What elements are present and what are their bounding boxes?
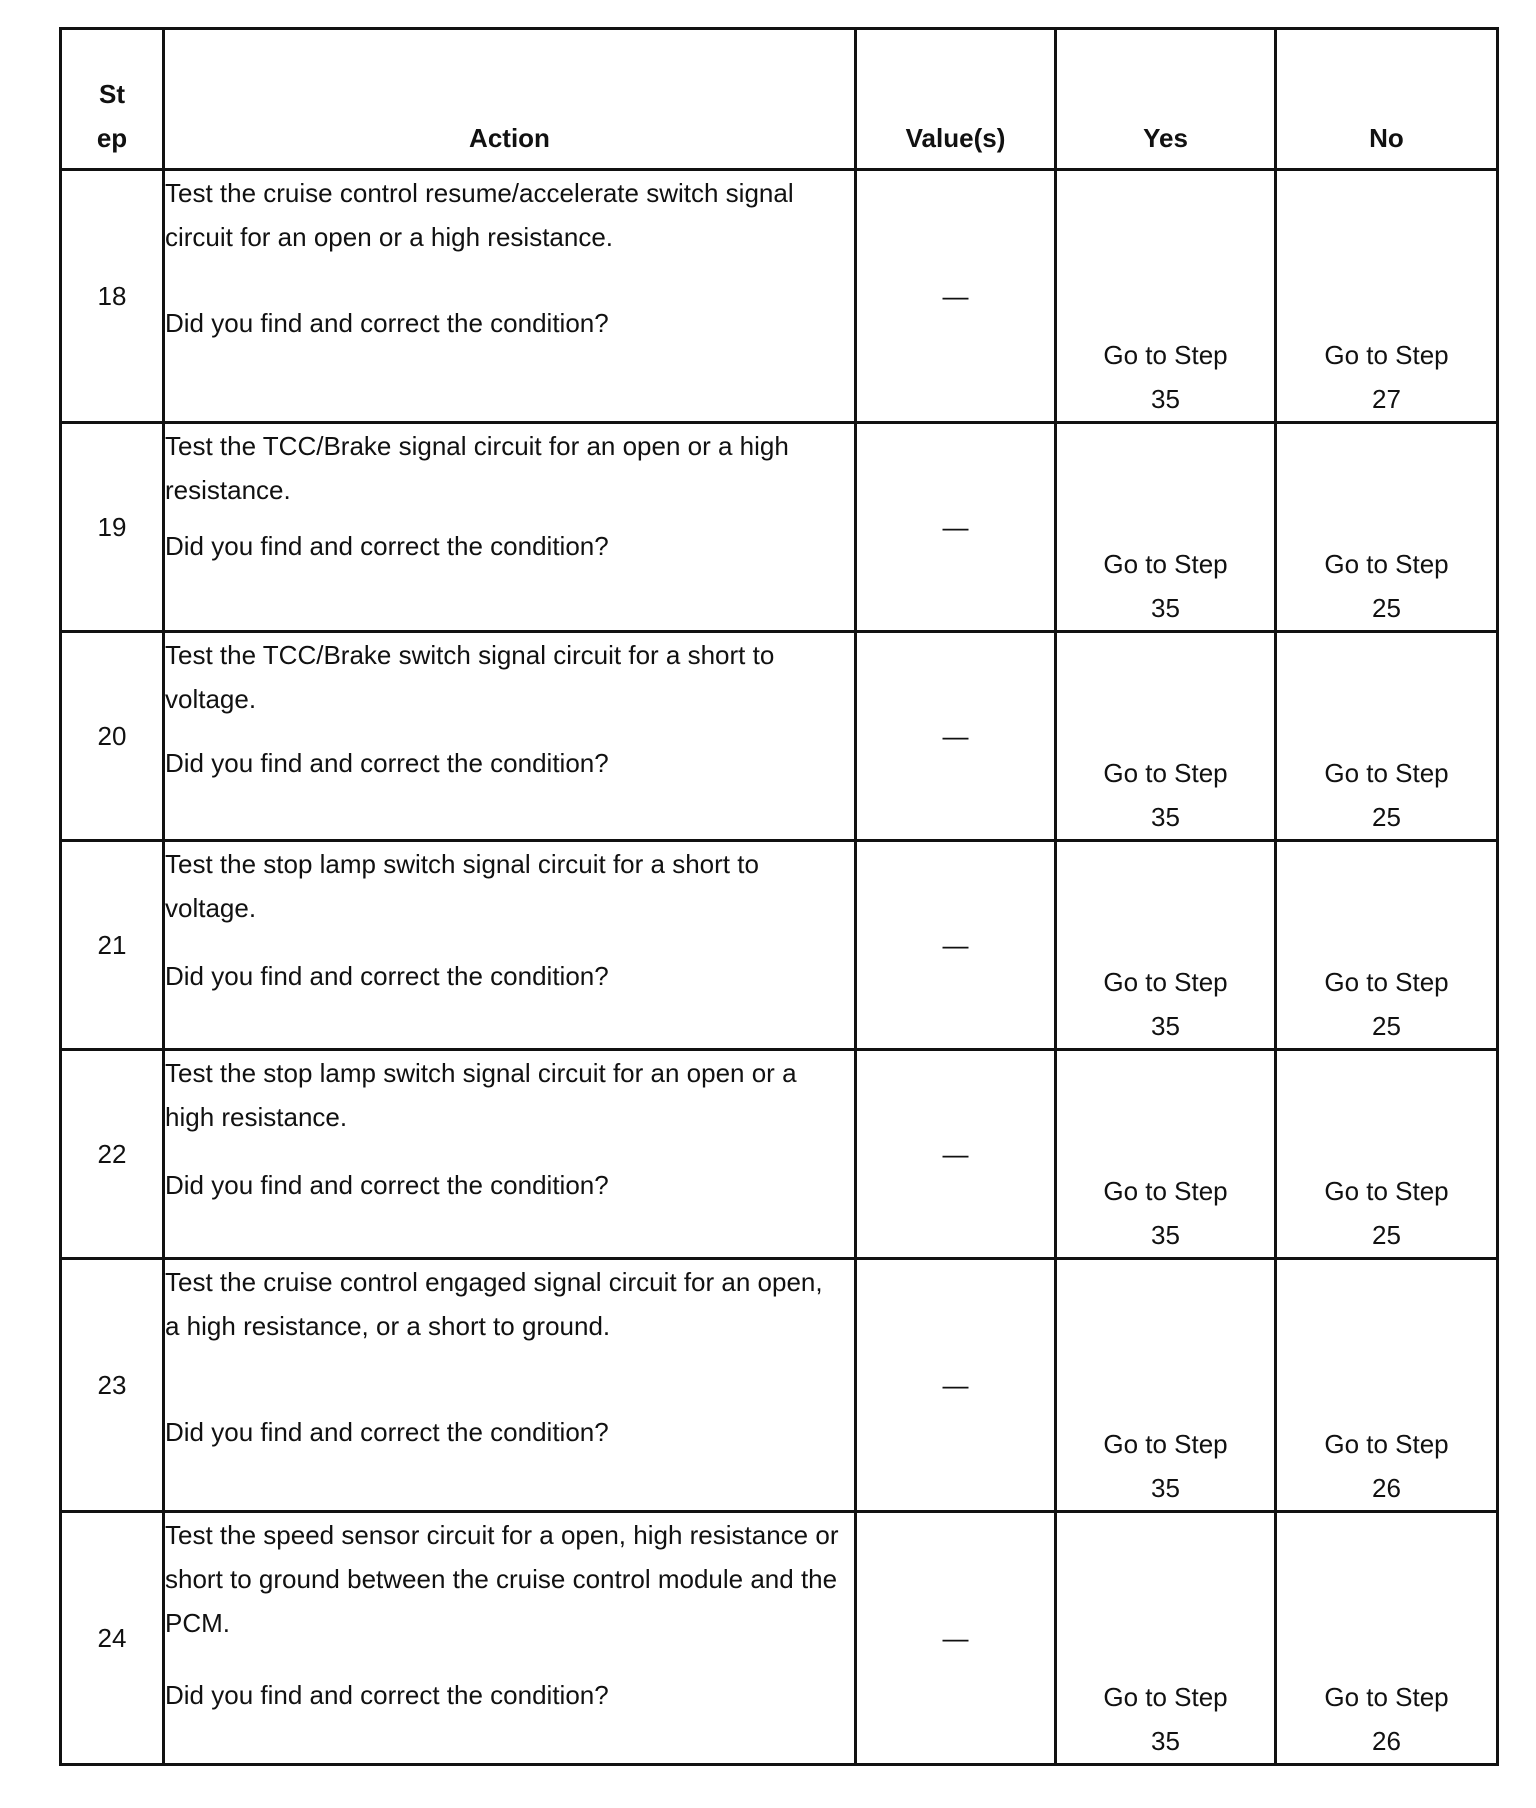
no-step-target: 25 [1372, 1220, 1401, 1250]
no-cell [1276, 170, 1498, 423]
step-number: 21 [61, 841, 164, 1050]
yes-goto-label: Go to Step [1103, 758, 1228, 788]
no-goto-label: Go to Step [1324, 1176, 1449, 1206]
yes-step-target: 35 [1151, 1220, 1180, 1250]
no-step-target: 25 [1372, 1011, 1401, 1041]
values-header: Value(s) [856, 29, 1056, 170]
yes-cell [1056, 1259, 1276, 1512]
step-number: 22 [61, 1050, 164, 1259]
no-cell [1276, 632, 1498, 841]
yes-goto-label: Go to Step [1103, 1429, 1228, 1459]
no-cell [1276, 1050, 1498, 1259]
action-cell [164, 1050, 856, 1259]
yes-cell [1056, 632, 1276, 841]
yes-cell [1056, 841, 1276, 1050]
no-step-target: 26 [1372, 1726, 1401, 1756]
value-cell: — [856, 423, 1056, 632]
yes-cell [1056, 1512, 1276, 1765]
step-number: 24 [61, 1512, 164, 1765]
yes-goto-label: Go to Step [1103, 549, 1228, 579]
table-row [61, 423, 1498, 632]
action-text: Test the stop lamp switch signal circuit for a short to voltage. [165, 849, 759, 923]
action-question: Did you find and correct the condition? [165, 961, 609, 991]
action-question: Did you find and correct the condition? [165, 1170, 609, 1200]
value-cell: — [856, 632, 1056, 841]
diagnostic-table [59, 27, 1499, 1766]
no-step-target: 25 [1372, 593, 1401, 623]
table-row [61, 1050, 1498, 1259]
no-cell [1276, 1512, 1498, 1765]
action-question: Did you find and correct the condition? [165, 1417, 609, 1447]
no-cell [1276, 841, 1498, 1050]
step-number: 18 [61, 170, 164, 423]
value-cell: — [856, 1259, 1056, 1512]
action-cell [164, 1259, 856, 1512]
action-cell [164, 632, 856, 841]
value-cell: — [856, 1050, 1056, 1259]
yes-cell [1056, 1050, 1276, 1259]
yes-step-target: 35 [1151, 802, 1180, 832]
yes-goto-label: Go to Step [1103, 340, 1228, 370]
action-cell [164, 170, 856, 423]
yes-step-target: 35 [1151, 1726, 1180, 1756]
no-goto-label: Go to Step [1324, 758, 1449, 788]
no-goto-label: Go to Step [1324, 549, 1449, 579]
no-cell [1276, 423, 1498, 632]
no-goto-label: Go to Step [1324, 1429, 1449, 1459]
value-cell: — [856, 1512, 1056, 1765]
table-row [61, 170, 1498, 423]
yes-header: Yes [1056, 29, 1276, 170]
yes-step-target: 35 [1151, 1473, 1180, 1503]
action-text: Test the TCC/Brake switch signal circuit for a short to voltage. [165, 640, 775, 714]
yes-goto-label: Go to Step [1103, 1176, 1228, 1206]
table-row [61, 1512, 1498, 1765]
no-step-target: 26 [1372, 1473, 1401, 1503]
no-goto-label: Go to Step [1324, 967, 1449, 997]
action-question: Did you find and correct the condition? [165, 1680, 609, 1710]
action-text: Test the TCC/Brake signal circuit for an open or a high resistance. [165, 431, 789, 505]
action-question: Did you find and correct the condition? [165, 308, 609, 338]
action-cell [164, 1512, 856, 1765]
yes-step-target: 35 [1151, 1011, 1180, 1041]
action-header: Action [164, 29, 856, 170]
yes-goto-label: Go to Step [1103, 1682, 1228, 1712]
no-goto-label: Go to Step [1324, 1682, 1449, 1712]
yes-cell [1056, 170, 1276, 423]
action-text: Test the cruise control engaged signal circuit for an open, a high resistance, or a short to ground. [165, 1267, 823, 1341]
yes-step-target: 35 [1151, 384, 1180, 414]
action-text: Test the speed sensor circuit for a open, high resistance or short to ground between the cruise control module and the PCM. [165, 1520, 839, 1638]
step-number: 19 [61, 423, 164, 632]
header-row [61, 29, 1498, 170]
table-row [61, 841, 1498, 1050]
no-step-target: 25 [1372, 802, 1401, 832]
no-step-target: 27 [1372, 384, 1401, 414]
no-header: No [1276, 29, 1498, 170]
yes-step-target: 35 [1151, 593, 1180, 623]
action-cell [164, 423, 856, 632]
action-question: Did you find and correct the condition? [165, 531, 609, 561]
no-cell [1276, 1259, 1498, 1512]
no-goto-label: Go to Step [1324, 340, 1449, 370]
action-text: Test the cruise control resume/accelerate switch signal circuit for an open or a high resistance. [165, 178, 794, 252]
action-question: Did you find and correct the condition? [165, 748, 609, 778]
table-row [61, 632, 1498, 841]
action-text: Test the stop lamp switch signal circuit for an open or a high resistance. [165, 1058, 797, 1132]
action-cell [164, 841, 856, 1050]
step-number: 20 [61, 632, 164, 841]
step-header: St ep [61, 29, 164, 170]
value-cell: — [856, 841, 1056, 1050]
value-cell: — [856, 170, 1056, 423]
yes-goto-label: Go to Step [1103, 967, 1228, 997]
table-row [61, 1259, 1498, 1512]
yes-cell [1056, 423, 1276, 632]
step-number: 23 [61, 1259, 164, 1512]
